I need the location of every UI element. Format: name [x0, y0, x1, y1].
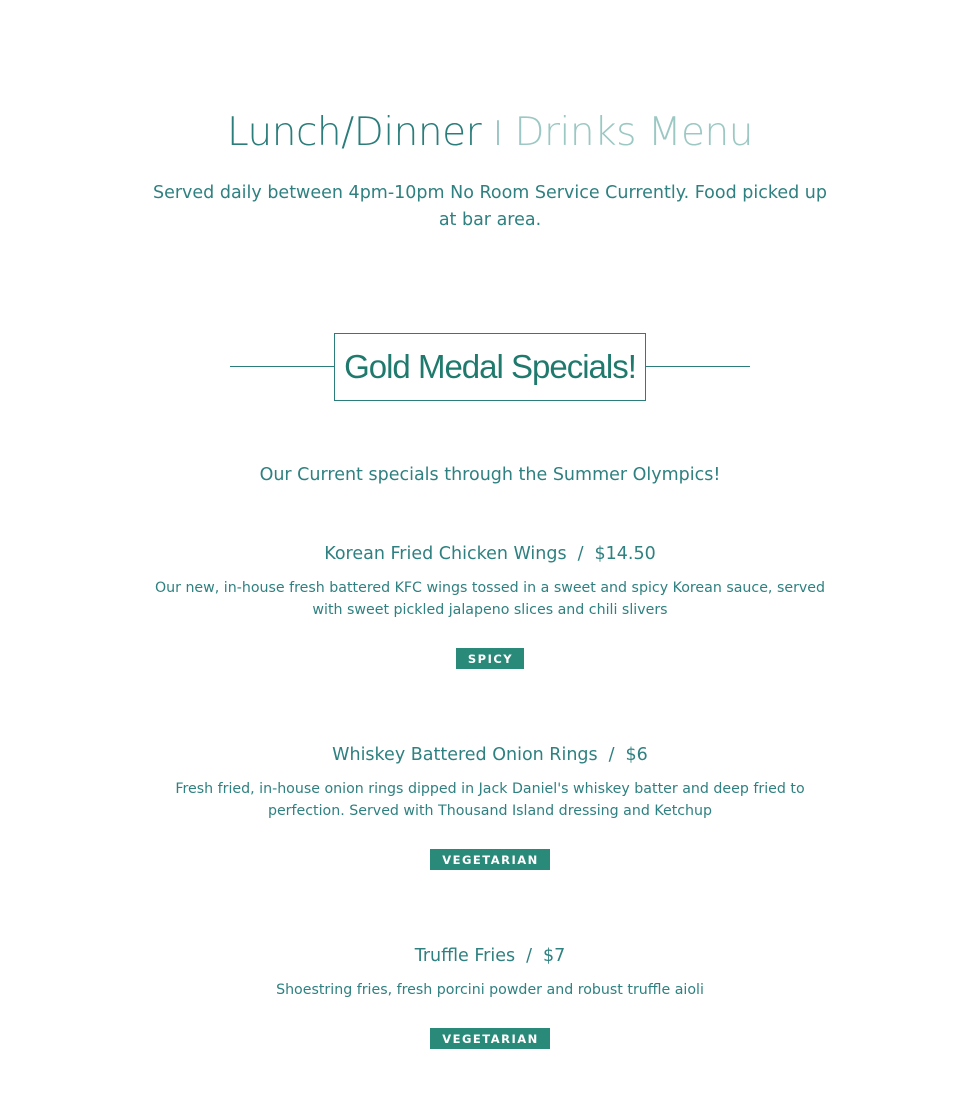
menu-item-tag: VEGETARIAN	[430, 1028, 550, 1049]
section-title: Gold Medal Specials!	[334, 333, 646, 401]
menu-item-description: Fresh fried, in-house onion rings dipped in Jack Daniel's whiskey batter and deep fried to perfection. Served with Thousand Island dressing and Ketchup	[175, 781, 805, 819]
menu-item-description: Shoestring fries, fresh porcini powder and robust truffle aioli	[276, 982, 704, 998]
menu-item-name: Whiskey Battered Onion Rings	[332, 745, 598, 765]
menu-item	[140, 742, 840, 870]
section-divider-right	[646, 366, 750, 367]
menu-item-title	[140, 943, 840, 969]
menu-item	[140, 943, 840, 1049]
section-description: Our Current specials through the Summer Olympics!	[259, 465, 721, 485]
menu-item-name: Korean Fried Chicken Wings	[324, 544, 567, 564]
menu-item-description: Our new, in-house fresh battered KFC wings tossed in a sweet and spicy Korean sauce, served with sweet pickled jalapeno slices and chili slivers	[154, 580, 826, 618]
served-note: Served daily between 4pm-10pm No Room Service Currently. Food picked up at bar area.	[152, 183, 827, 230]
menu-item-price: $14.50	[594, 544, 656, 564]
menu-item-slash: /	[526, 946, 532, 966]
menu-item-title	[140, 742, 840, 768]
menu-item-price: $7	[543, 946, 566, 966]
menu-item-price: $6	[625, 745, 648, 765]
menu-header	[0, 108, 965, 159]
menu-item-tag: SPICY	[456, 648, 524, 669]
menu-subtitle-tab[interactable]: Drinks Menu	[514, 110, 753, 155]
menu-item-title	[140, 541, 840, 567]
menu-item-slash: /	[608, 745, 615, 765]
menu-item	[140, 541, 840, 669]
section-divider-left	[230, 366, 334, 367]
menu-item-tag: VEGETARIAN	[430, 849, 550, 870]
menu-title-separator: I	[493, 114, 503, 154]
menu-item-slash: /	[577, 544, 584, 564]
menu-item-name: Truffle Fries	[414, 946, 516, 966]
menu-title: Lunch/Dinner	[227, 110, 482, 155]
section-heading	[230, 333, 750, 401]
